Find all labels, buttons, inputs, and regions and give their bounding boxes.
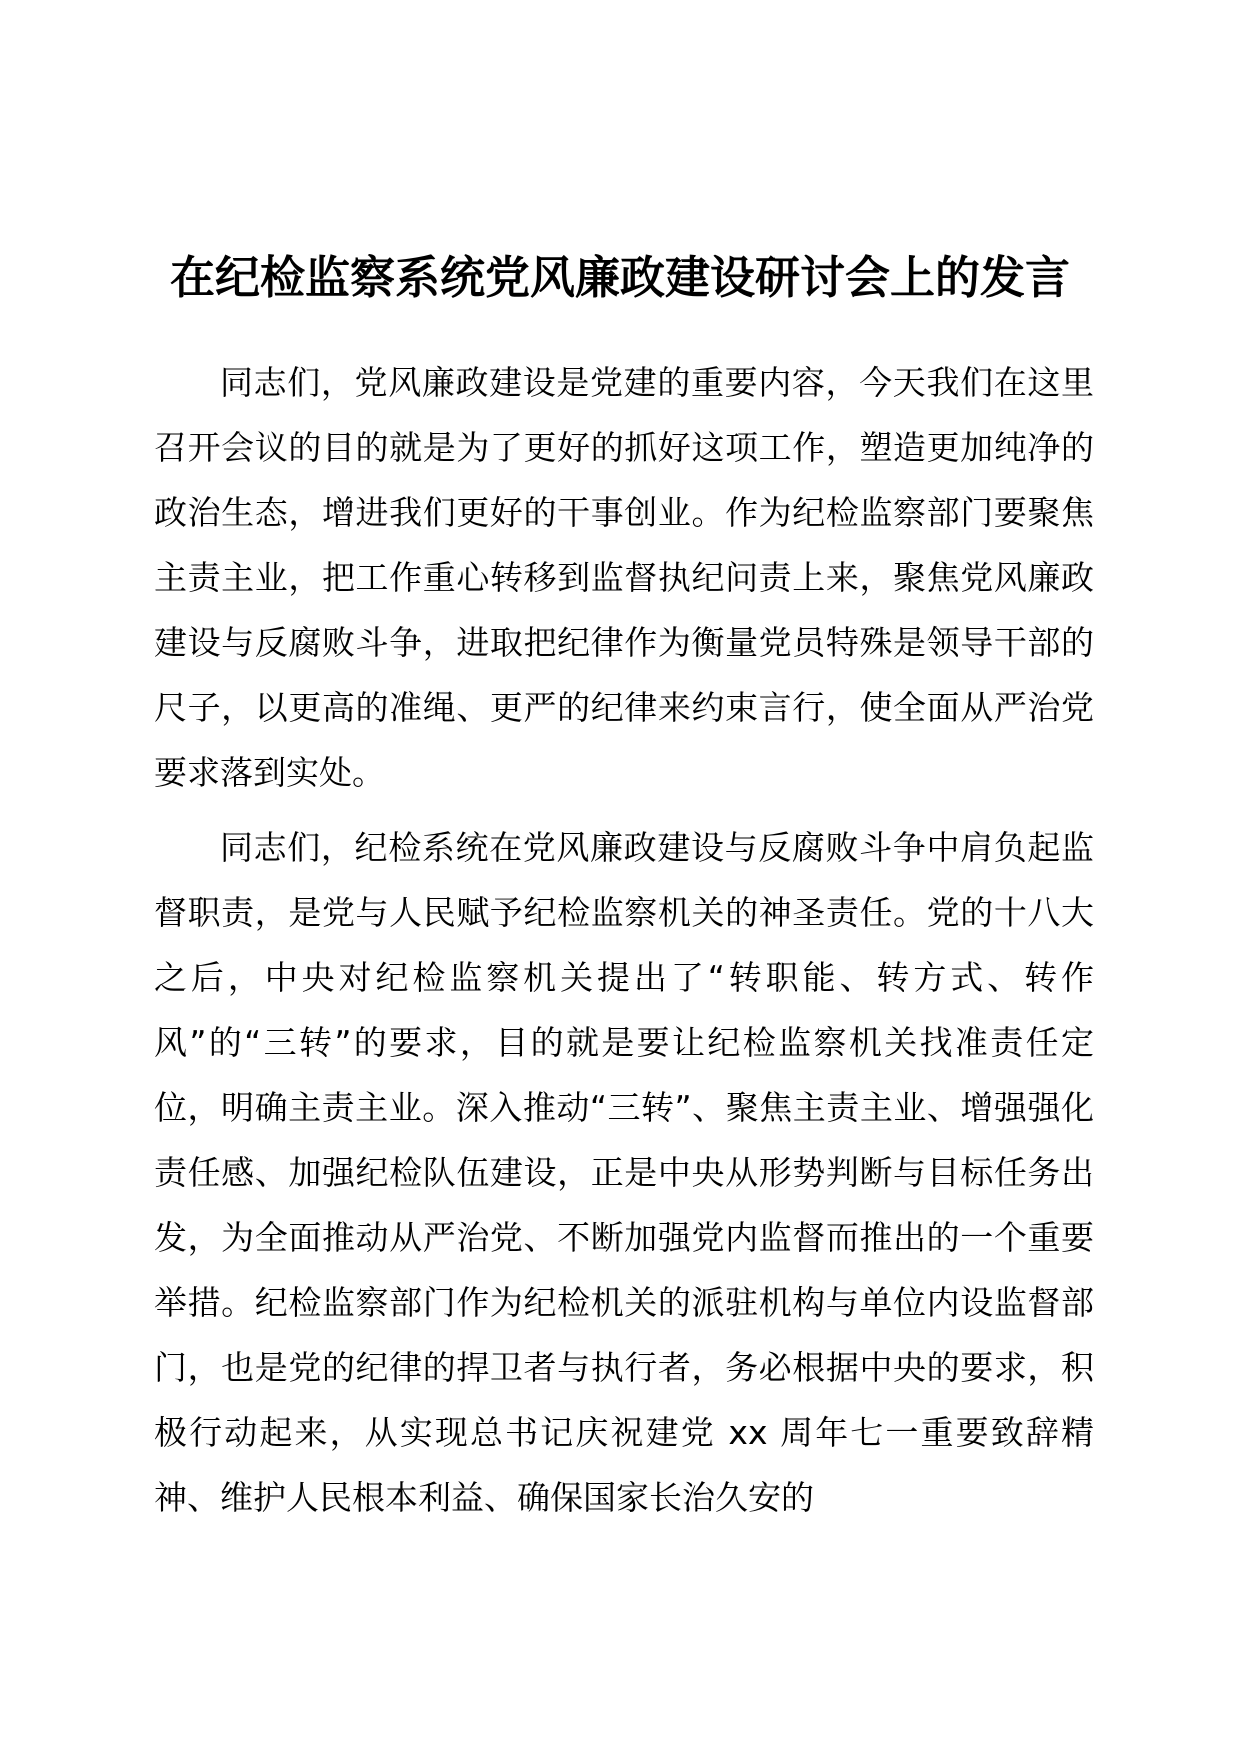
document-title: 在纪检监察系统党风廉政建设研讨会上的发言	[169, 251, 1070, 304]
paragraph-2: 同志们，纪检系统在党风廉政建设与反腐败斗争中肩负起监督职责，是党与人民赋予纪检监察机关的神圣责任。党的十八大之后，中央对纪检监察机关提出了“转职能、转方式、转作风”的“三转”的要求，目的就是要让纪检监察机关找准责任定位，明确主责主业。深入推动“三转”、聚焦主责主业、增强强化责任感、加强纪检队伍建设，正是中央从形势判断与目标任务出发，为全面推动从严治党、不断加强党内监督而推出的一个重要举措。纪检监察部门作为纪检机关的派驻机构与单位内设监督部门，也是党的纪律的捍卫者与执行者，务必根据中央的要求，积极行动起来，从实现总书记庆祝建党 xx 周年七一重要致辞精神、维护人民根本利益、确保国家长治久安的	[154, 828, 1094, 1517]
document-body	[154, 350, 1094, 1530]
paragraph-1: 同志们，党风廉政建设是党建的重要内容，今天我们在这里召开会议的目的就是为了更好的抓好这项工作，塑造更加纯净的政治生态，增进我们更好的干事创业。作为纪检监察部门要聚焦主责主业，把工作重心转移到监督执纪问责上来，聚焦党风廉政建设与反腐败斗争，进取把纪律作为衡量党员特殊是领导干部的尺子，以更高的准绳、更严的纪律来约束言行，使全面从严治党要求落到实处。	[154, 363, 1094, 792]
